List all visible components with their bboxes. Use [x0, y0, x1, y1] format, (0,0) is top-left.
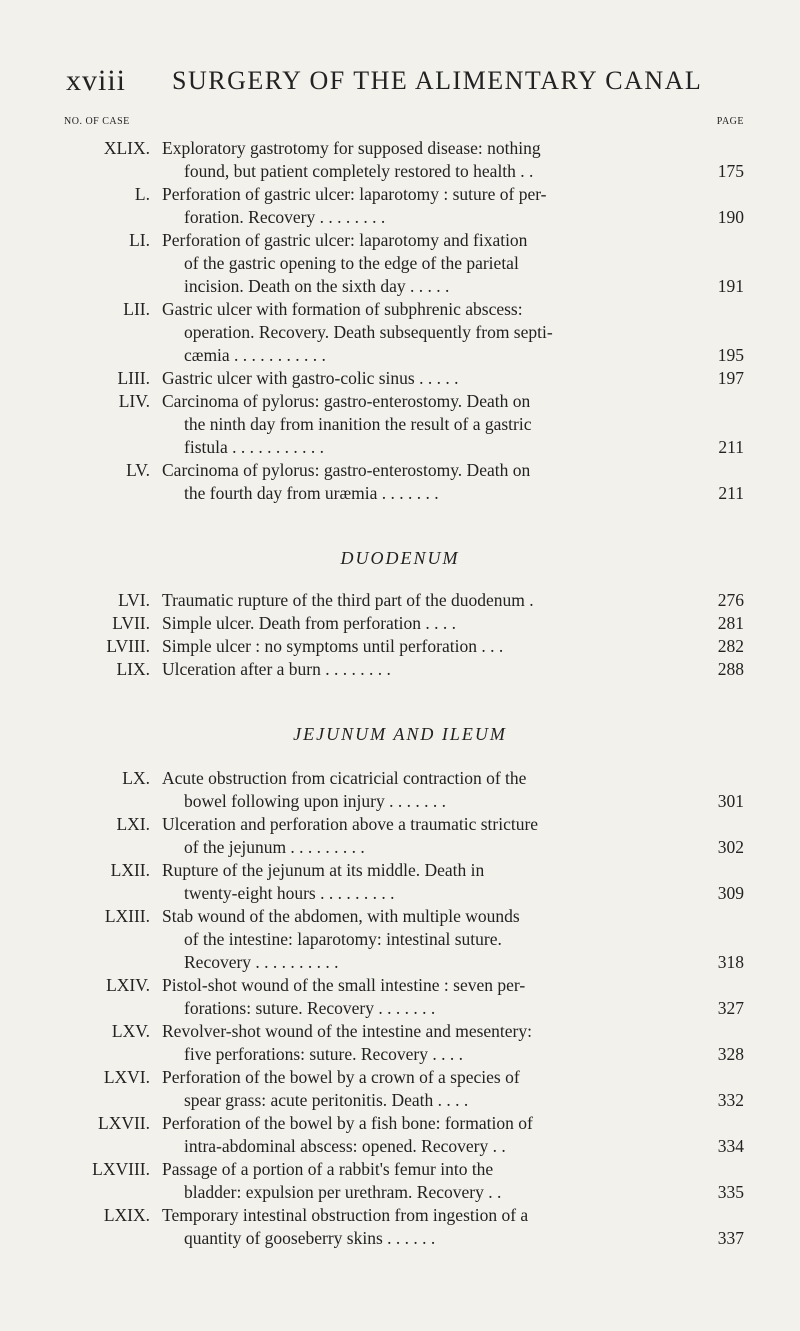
- case-entry: [0, 459, 800, 505]
- page-ref: 301: [717, 791, 744, 811]
- case-description-line: spear grass: acute peritonitis. Death . . . . 332: [184, 1090, 744, 1110]
- case-description-line: bowel following upon injury . . . . . . . 301: [184, 791, 744, 811]
- case-number: LXVIII.: [92, 1159, 150, 1179]
- case-description-line: Acute obstruction from cicatricial contraction of the: [162, 768, 527, 788]
- case-description-line: found, but patient completely restored to health . . 175: [184, 161, 744, 181]
- case-entry: [0, 589, 800, 612]
- case-description-line: Recovery . . . . . . . . . . 318: [184, 952, 744, 972]
- case-description-line: Perforation of gastric ulcer: laparotomy and fixation: [162, 230, 528, 250]
- case-entry: [0, 367, 800, 390]
- page-ref: 211: [718, 483, 744, 503]
- case-description-line: Rupture of the jejunum at its middle. Death in: [162, 860, 485, 880]
- case-entry: [0, 767, 800, 813]
- case-description-line: bladder: expulsion per urethram. Recovery . . 335: [184, 1182, 744, 1202]
- column-headers: [64, 116, 744, 132]
- page-ref: 190: [717, 207, 744, 227]
- case-entry: [0, 1112, 800, 1158]
- page-ref: 276: [717, 590, 744, 610]
- case-description-line: Perforation of the bowel by a crown of a species of: [162, 1067, 520, 1087]
- case-entry: [0, 390, 800, 459]
- section-heading: DUODENUM: [340, 548, 460, 568]
- case-entry: [0, 1020, 800, 1066]
- case-entry: [0, 137, 800, 183]
- case-number: LII.: [123, 299, 150, 319]
- page-ref: 332: [717, 1090, 744, 1110]
- case-description-line: Exploratory gastrotomy for supposed disease: nothing: [162, 138, 541, 158]
- case-number: LX.: [122, 768, 150, 788]
- case-description-line: Pistol-shot wound of the small intestine : seven per-: [162, 975, 526, 995]
- case-description-line: cæmia . . . . . . . . . . . 195: [184, 345, 744, 365]
- case-description-line: of the jejunum . . . . . . . . . 302: [184, 837, 744, 857]
- case-number: LXIII.: [104, 906, 150, 926]
- case-number: LXVI.: [103, 1067, 150, 1087]
- case-description-line: foration. Recovery . . . . . . . . 190: [184, 207, 744, 227]
- page-ref: 195: [717, 345, 744, 365]
- case-entry: [0, 1066, 800, 1112]
- case-number: LIV.: [118, 391, 150, 411]
- case-entry: [0, 905, 800, 974]
- case-entry: [0, 1158, 800, 1204]
- page-ref: 309: [717, 883, 744, 903]
- case-description-line: Perforation of gastric ulcer: laparotomy : suture of per-: [162, 184, 547, 204]
- page-ref: 334: [717, 1136, 744, 1156]
- page-ref: 318: [717, 952, 744, 972]
- page-ref: 175: [717, 161, 744, 181]
- case-description-line: fistula . . . . . . . . . . . 211: [184, 437, 744, 457]
- case-description-line: incision. Death on the sixth day . . . . . 191: [184, 276, 744, 296]
- case-description-line: Passage of a portion of a rabbit's femur into the: [162, 1159, 494, 1179]
- case-number: LVIII.: [106, 636, 150, 656]
- case-description-line: Ulceration after a burn . . . . . . . . 288: [162, 659, 744, 679]
- contents-list: [0, 137, 800, 1250]
- case-number: XLIX.: [103, 138, 150, 158]
- case-number: LXIV.: [106, 975, 150, 995]
- case-description-line: Ulceration and perforation above a traumatic stricture: [162, 814, 539, 834]
- case-description-line: of the gastric opening to the edge of the parietal: [184, 253, 519, 273]
- case-description-line: Gastric ulcer with gastro-colic sinus . . . . . 197: [162, 368, 744, 388]
- case-entry: [0, 635, 800, 658]
- case-number: LXIX.: [103, 1205, 150, 1225]
- case-description-line: forations: suture. Recovery . . . . . . . 327: [184, 998, 744, 1018]
- case-number: LVI.: [118, 590, 150, 610]
- case-description-line: Perforation of the bowel by a fish bone: formation of: [162, 1113, 533, 1133]
- case-entry: [0, 1204, 800, 1250]
- case-number: LXV.: [111, 1021, 150, 1041]
- page-ref: 327: [717, 998, 744, 1018]
- case-number: LXVII.: [98, 1113, 150, 1133]
- case-entry: [0, 183, 800, 229]
- case-entry: [0, 974, 800, 1020]
- case-number: LVII.: [112, 613, 150, 633]
- case-description-line: twenty-eight hours . . . . . . . . . 309: [184, 883, 744, 903]
- case-description-line: Gastric ulcer with formation of subphrenic abscess:: [162, 299, 523, 319]
- case-number: LV.: [126, 460, 150, 480]
- case-entry: [0, 658, 800, 681]
- case-description-line: the ninth day from inanition the result of a gastric: [184, 414, 532, 434]
- case-entry: [0, 298, 800, 367]
- case-description-line: of the intestine: laparotomy: intestinal suture.: [184, 929, 502, 949]
- case-description-line: Temporary intestinal obstruction from ingestion of a: [162, 1205, 529, 1225]
- case-entry: [0, 229, 800, 298]
- page-ref: 337: [717, 1228, 744, 1248]
- page-header: PAGE: [716, 116, 744, 127]
- case-description-line: Stab wound of the abdomen, with multiple wounds: [162, 906, 520, 926]
- case-description-line: Revolver-shot wound of the intestine and mesentery:: [162, 1021, 532, 1041]
- case-description-line: operation. Recovery. Death subsequently from septi-: [184, 322, 553, 342]
- running-title: SURGERY OF THE ALIMENTARY CANAL: [172, 66, 703, 95]
- case-number: LXII.: [110, 860, 150, 880]
- case-description-line: the fourth day from uræmia . . . . . . . 211: [184, 483, 744, 503]
- running-head: [66, 64, 760, 104]
- case-number: LXI.: [116, 814, 150, 834]
- case-description-line: Traumatic rupture of the third part of the duodenum . 276: [162, 590, 744, 610]
- case-description-line: Simple ulcer. Death from perforation . . . . 281: [162, 613, 744, 633]
- section-heading: JEJUNUM AND ILEUM: [293, 724, 507, 744]
- page-ref: 335: [717, 1182, 744, 1202]
- page-ref: 281: [717, 613, 744, 633]
- case-description-line: quantity of gooseberry skins . . . . . . 337: [184, 1228, 744, 1248]
- case-number: LIII.: [117, 368, 150, 388]
- case-entry: [0, 612, 800, 635]
- case-description-line: Simple ulcer : no symptoms until perforation . . . 282: [162, 636, 744, 656]
- case-number: LIX.: [116, 659, 150, 679]
- case-number: LI.: [129, 230, 150, 250]
- case-description-line: Carcinoma of pylorus: gastro-enterostomy. Death on: [162, 391, 531, 411]
- page-ref: 191: [717, 276, 744, 296]
- case-description-line: Carcinoma of pylorus: gastro-enterostomy. Death on: [162, 460, 531, 480]
- case-description-line: five perforations: suture. Recovery . . . . 328: [184, 1044, 744, 1064]
- page-ref: 328: [717, 1044, 744, 1064]
- case-entry: [0, 813, 800, 859]
- case-number-header: NO. OF CASE: [64, 116, 130, 127]
- page-ref: 288: [717, 659, 744, 679]
- page-ref: 197: [717, 368, 744, 388]
- page-ref: 282: [717, 636, 744, 656]
- page-ref: 211: [718, 437, 744, 457]
- case-description-line: intra-abdominal abscess: opened. Recovery . . 334: [184, 1136, 744, 1156]
- case-number: L.: [134, 184, 150, 204]
- page-ref: 302: [717, 837, 744, 857]
- case-entry: [0, 859, 800, 905]
- page-number: xviii: [66, 64, 127, 97]
